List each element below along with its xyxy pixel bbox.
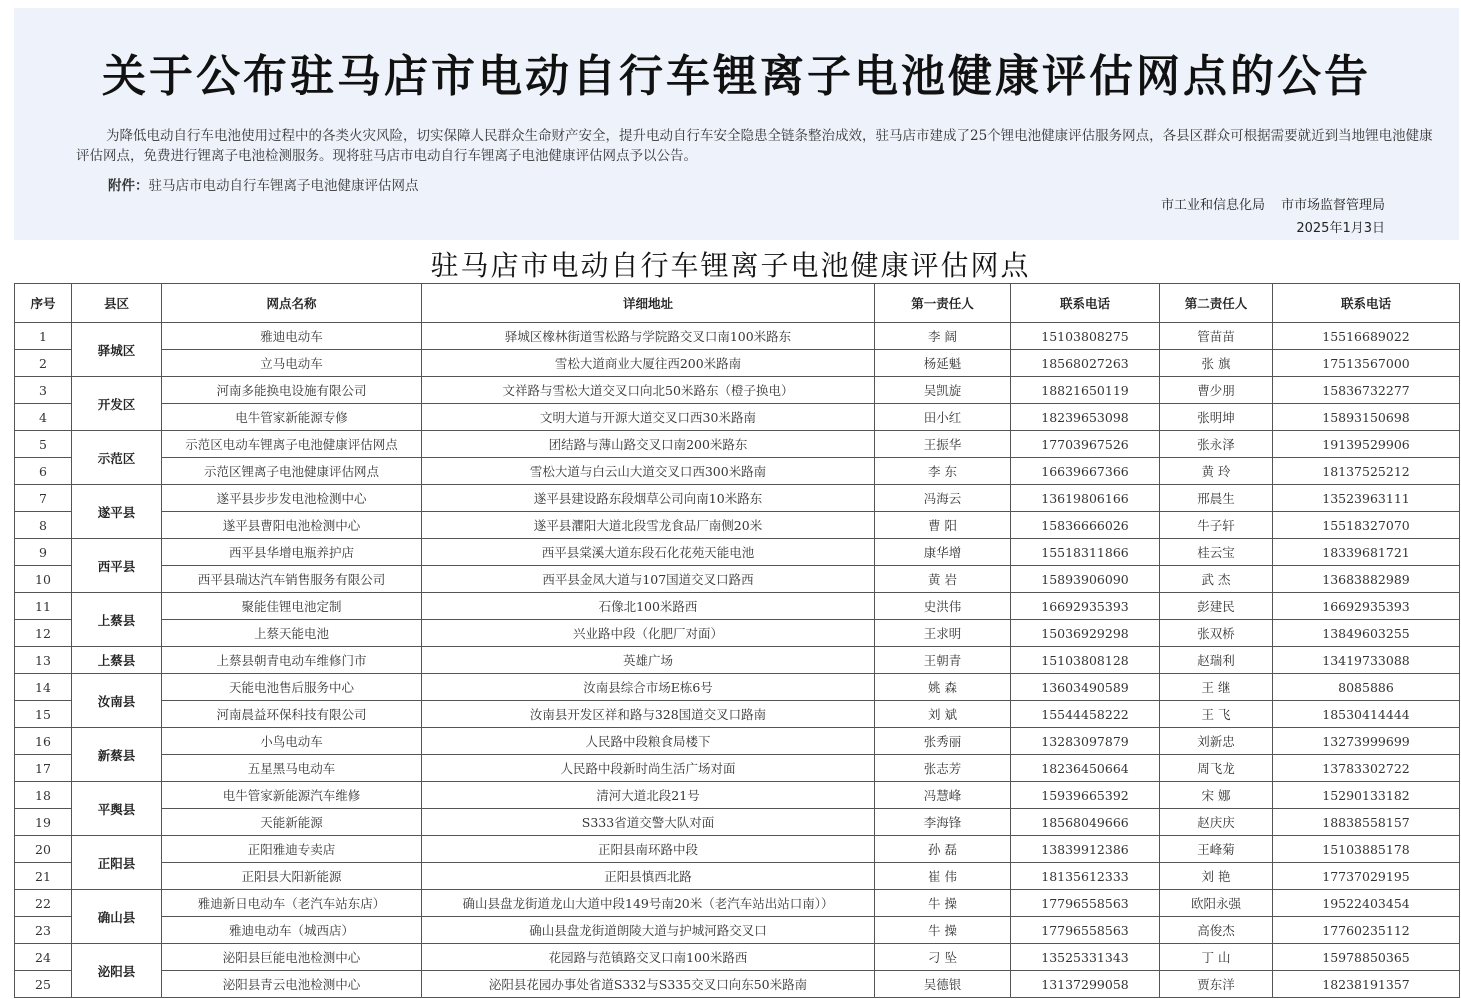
cell-phone2: 19139529906: [1273, 431, 1460, 458]
cell-address: 汝南县综合市场E栋6号: [422, 674, 875, 701]
cell-phone2: 13683882989: [1273, 566, 1460, 593]
cell-address: 正阳县南环路中段: [422, 836, 875, 863]
cell-phone1: 13137299058: [1011, 971, 1160, 998]
cell-person1: 刁 坠: [875, 944, 1011, 971]
cell-address: 汝南县开发区祥和路与328国道交叉口路南: [422, 701, 875, 728]
cell-address: 确山县盘龙街道龙山大道中段149号南20米（老汽车站出站口南））: [422, 890, 875, 917]
cell-person1: 王朝青: [875, 647, 1011, 674]
cell-phone1: 17796558563: [1011, 890, 1160, 917]
table-row: [15, 539, 1460, 566]
cell-phone2: 18530414444: [1273, 701, 1460, 728]
cell-phone2: 19522403454: [1273, 890, 1460, 917]
table-body: [15, 323, 1460, 998]
table-title: 驻马店市电动自行车锂离子电池健康评估网点: [430, 249, 1031, 282]
table-row: [15, 971, 1460, 998]
cell-name: 上蔡天能电池: [162, 620, 422, 647]
cell-county: 上蔡县: [72, 647, 162, 674]
cell-phone2: 16692935393: [1273, 593, 1460, 620]
cell-county: 汝南县: [72, 674, 162, 728]
cell-person1: 李海锋: [875, 809, 1011, 836]
cell-no: 5: [15, 431, 72, 458]
cell-person2: 王 飞: [1160, 701, 1273, 728]
signer-date: 2025年1月3日: [1296, 221, 1385, 236]
cell-person2: 刘新忠: [1160, 728, 1273, 755]
cell-person1: 姚 森: [875, 674, 1011, 701]
cell-county: 遂平县: [72, 485, 162, 539]
signers-block: [1145, 194, 1385, 236]
cell-phone1: 15036929298: [1011, 620, 1160, 647]
cell-no: 22: [15, 890, 72, 917]
cell-phone2: 15978850365: [1273, 944, 1460, 971]
intro-paragraph: 为降低电动自行车电池使用过程中的各类火灾风险，切实保障人民群众生命财产安全，提升电动自行车安全隐患全链条整治成效，驻马店市建成了25个锂电池健康评估服务网点，各县区群众可根据需要就近到当地锂电池健康评估网点，免费进行锂离子电池检测服务。现将驻马店市电动自行车锂离子电池健康评估网点予以公告。: [76, 128, 1433, 164]
cell-person2: 曹少朋: [1160, 377, 1273, 404]
cell-no: 12: [15, 620, 72, 647]
header-person2: 第二责任人: [1160, 284, 1273, 323]
cell-person2: 欧阳永强: [1160, 890, 1273, 917]
cell-address: 泌阳县花园办事处省道S332与S335交叉口向东50米路南: [422, 971, 875, 998]
cell-name: 泌阳县青云电池检测中心: [162, 971, 422, 998]
cell-person2: 丁 山: [1160, 944, 1273, 971]
table-row: [15, 836, 1460, 863]
cell-person2: 张永泽: [1160, 431, 1273, 458]
cell-county: 泌阳县: [72, 944, 162, 998]
cell-no: 16: [15, 728, 72, 755]
cell-person2: 刘 艳: [1160, 863, 1273, 890]
cell-phone1: 18236450664: [1011, 755, 1160, 782]
cell-phone1: 13283097879: [1011, 728, 1160, 755]
cell-county: 确山县: [72, 890, 162, 944]
cell-county: 开发区: [72, 377, 162, 431]
cell-name: 示范区电动车锂离子电池健康评估网点: [162, 431, 422, 458]
cell-name: 聚能佳锂电池定制: [162, 593, 422, 620]
cell-person2: 周飞龙: [1160, 755, 1273, 782]
cell-person2: 贾东洋: [1160, 971, 1273, 998]
cell-address: S333省道交警大队对面: [422, 809, 875, 836]
cell-phone1: 16639667366: [1011, 458, 1160, 485]
header-phone1: 联系电话: [1011, 284, 1160, 323]
cell-name: 电牛管家新能源专修: [162, 404, 422, 431]
cell-no: 20: [15, 836, 72, 863]
cell-phone2: 17760235112: [1273, 917, 1460, 944]
table-header-row: [15, 284, 1460, 323]
cell-person2: 黄 玲: [1160, 458, 1273, 485]
cell-address: 雪松大道与白云山大道交叉口西300米路南: [422, 458, 875, 485]
cell-person2: 张双桥: [1160, 620, 1273, 647]
signer-org-market: 市市场监督管理局: [1280, 198, 1385, 213]
cell-name: 小鸟电动车: [162, 728, 422, 755]
cell-name: 天能新能源: [162, 809, 422, 836]
cell-phone2: 18238191357: [1273, 971, 1460, 998]
cell-person1: 冯慧峰: [875, 782, 1011, 809]
cell-person2: 管苗苗: [1160, 323, 1273, 350]
cell-name: 正阳雅迪专卖店: [162, 836, 422, 863]
cell-county: 平舆县: [72, 782, 162, 836]
cell-no: 19: [15, 809, 72, 836]
cell-person1: 李 东: [875, 458, 1011, 485]
cell-no: 18: [15, 782, 72, 809]
cell-phone2: 18339681721: [1273, 539, 1460, 566]
cell-address: 文明大道与开源大道交叉口西30米路南: [422, 404, 875, 431]
cell-phone2: 15290133182: [1273, 782, 1460, 809]
cell-phone2: 15893150698: [1273, 404, 1460, 431]
cell-no: 7: [15, 485, 72, 512]
cell-no: 15: [15, 701, 72, 728]
cell-no: 2: [15, 350, 72, 377]
cell-name: 遂平县曹阳电池检测中心: [162, 512, 422, 539]
table-row: [15, 485, 1460, 512]
table-row: [15, 647, 1460, 674]
cell-phone1: 15103808128: [1011, 647, 1160, 674]
cell-county: 新蔡县: [72, 728, 162, 782]
cell-person1: 曹 阳: [875, 512, 1011, 539]
table-row: [15, 782, 1460, 809]
cell-address: 确山县盘龙街道朗陵大道与护城河路交叉口: [422, 917, 875, 944]
table-row: [15, 593, 1460, 620]
cell-person2: 桂云宝: [1160, 539, 1273, 566]
cell-county: 正阳县: [72, 836, 162, 890]
cell-phone2: 13273999699: [1273, 728, 1460, 755]
cell-phone1: 18568049666: [1011, 809, 1160, 836]
cell-address: 遂平县灈阳大道北段雪龙食品厂南侧20米: [422, 512, 875, 539]
cell-phone1: 15544458222: [1011, 701, 1160, 728]
header-name: 网点名称: [162, 284, 422, 323]
outlets-table: [14, 283, 1460, 998]
cell-phone1: 13619806166: [1011, 485, 1160, 512]
cell-address: 人民路中段新时尚生活广场对面: [422, 755, 875, 782]
signer-orgs: [1145, 194, 1385, 213]
cell-person1: 王振华: [875, 431, 1011, 458]
cell-person1: 史洪伟: [875, 593, 1011, 620]
cell-no: 13: [15, 647, 72, 674]
cell-name: 雅迪电动车（城西店）: [162, 917, 422, 944]
cell-person2: 赵庆庆: [1160, 809, 1273, 836]
cell-name: 立马电动车: [162, 350, 422, 377]
table-row: [15, 890, 1460, 917]
cell-phone1: 15893906090: [1011, 566, 1160, 593]
cell-no: 4: [15, 404, 72, 431]
cell-phone1: 15103808275: [1011, 323, 1160, 350]
cell-phone1: 13525331343: [1011, 944, 1160, 971]
cell-address: 正阳县慎西北路: [422, 863, 875, 890]
cell-address: 驿城区橡林街道雪松路与学院路交叉口南100米路东: [422, 323, 875, 350]
cell-person1: 王求明: [875, 620, 1011, 647]
cell-no: 17: [15, 755, 72, 782]
signer-org-industry: 市工业和信息化局: [1160, 198, 1265, 213]
cell-phone1: 13839912386: [1011, 836, 1160, 863]
cell-phone2: 13523963111: [1273, 485, 1460, 512]
cell-no: 23: [15, 917, 72, 944]
cell-phone1: 18821650119: [1011, 377, 1160, 404]
cell-address: 遂平县建设路东段烟草公司向南10米路东: [422, 485, 875, 512]
header-no: 序号: [15, 284, 72, 323]
cell-person1: 李 阔: [875, 323, 1011, 350]
cell-phone2: 15516689022: [1273, 323, 1460, 350]
cell-phone2: 13419733088: [1273, 647, 1460, 674]
table-row: [15, 620, 1460, 647]
cell-name: 正阳县大阳新能源: [162, 863, 422, 890]
cell-name: 雅迪电动车: [162, 323, 422, 350]
cell-address: 花园路与范镇路交叉口南100米路西: [422, 944, 875, 971]
cell-phone2: 13849603255: [1273, 620, 1460, 647]
cell-name: 示范区锂离子电池健康评估网点: [162, 458, 422, 485]
attachment-label: 附件：: [108, 178, 149, 194]
attachment-line: [108, 174, 419, 194]
notice-banner: [14, 8, 1459, 240]
table-row: [15, 377, 1460, 404]
cell-phone1: 16692935393: [1011, 593, 1160, 620]
cell-phone2: 13783302722: [1273, 755, 1460, 782]
cell-no: 24: [15, 944, 72, 971]
cell-person2: 武 杰: [1160, 566, 1273, 593]
cell-no: 11: [15, 593, 72, 620]
cell-person1: 康华增: [875, 539, 1011, 566]
cell-no: 3: [15, 377, 72, 404]
cell-name: 西平县瑞达汽车销售服务有限公司: [162, 566, 422, 593]
cell-name: 雅迪新日电动车（老汽车站东店）: [162, 890, 422, 917]
cell-phone2: 15103885178: [1273, 836, 1460, 863]
cell-phone2: 18838558157: [1273, 809, 1460, 836]
cell-no: 21: [15, 863, 72, 890]
cell-phone1: 15939665392: [1011, 782, 1160, 809]
table-row: [15, 458, 1460, 485]
cell-no: 9: [15, 539, 72, 566]
cell-person1: 吴德银: [875, 971, 1011, 998]
cell-person1: 刘 斌: [875, 701, 1011, 728]
table-row: [15, 944, 1460, 971]
cell-phone1: 15836666026: [1011, 512, 1160, 539]
cell-name: 五星黑马电动车: [162, 755, 422, 782]
cell-person1: 牛 操: [875, 917, 1011, 944]
cell-no: 25: [15, 971, 72, 998]
cell-person1: 孙 磊: [875, 836, 1011, 863]
table-row: [15, 728, 1460, 755]
cell-person1: 牛 操: [875, 890, 1011, 917]
cell-no: 10: [15, 566, 72, 593]
cell-person2: 宋 娜: [1160, 782, 1273, 809]
attachment-text: 驻马店市电动自行车锂离子电池健康评估网点: [148, 178, 419, 194]
header-county: 县区: [72, 284, 162, 323]
cell-phone2: 17513567000: [1273, 350, 1460, 377]
cell-phone2: 17737029195: [1273, 863, 1460, 890]
cell-person2: 张明坤: [1160, 404, 1273, 431]
cell-name: 天能电池售后服务中心: [162, 674, 422, 701]
cell-person2: 彭建民: [1160, 593, 1273, 620]
cell-address: 人民路中段粮食局楼下: [422, 728, 875, 755]
cell-phone1: 13603490589: [1011, 674, 1160, 701]
cell-county: 驿城区: [72, 323, 162, 377]
cell-phone1: 17796558563: [1011, 917, 1160, 944]
page-title: 关于公布驻马店市电动自行车锂离子电池健康评估网点的公告: [102, 51, 1371, 102]
cell-no: 14: [15, 674, 72, 701]
cell-person2: 王 继: [1160, 674, 1273, 701]
table-row: [15, 350, 1460, 377]
cell-address: 兴业路中段（化肥厂对面）: [422, 620, 875, 647]
cell-person1: 张秀丽: [875, 728, 1011, 755]
cell-phone2: 8085886: [1273, 674, 1460, 701]
cell-name: 河南晨益环保科技有限公司: [162, 701, 422, 728]
cell-county: 西平县: [72, 539, 162, 593]
cell-person2: 牛子轩: [1160, 512, 1273, 539]
cell-person1: 田小红: [875, 404, 1011, 431]
table-row: [15, 701, 1460, 728]
cell-phone2: 15518327070: [1273, 512, 1460, 539]
cell-address: 雪松大道商业大厦往西200米路南: [422, 350, 875, 377]
cell-address: 文祥路与雪松大道交叉口向北50米路东（橙子换电）: [422, 377, 875, 404]
cell-no: 6: [15, 458, 72, 485]
table-row: [15, 566, 1460, 593]
table-row: [15, 917, 1460, 944]
cell-no: 8: [15, 512, 72, 539]
cell-name: 上蔡县朝青电动车维修门市: [162, 647, 422, 674]
cell-person1: 杨延魁: [875, 350, 1011, 377]
cell-person2: 高俊杰: [1160, 917, 1273, 944]
cell-address: 清河大道北段21号: [422, 782, 875, 809]
cell-person2: 赵瑞利: [1160, 647, 1273, 674]
cell-person1: 冯海云: [875, 485, 1011, 512]
header-person1: 第一责任人: [875, 284, 1011, 323]
cell-address: 西平县金凤大道与107国道交叉口路西: [422, 566, 875, 593]
cell-no: 1: [15, 323, 72, 350]
cell-person2: 王峰菊: [1160, 836, 1273, 863]
cell-phone2: 15836732277: [1273, 377, 1460, 404]
cell-address: 英雄广场: [422, 647, 875, 674]
cell-county: 示范区: [72, 431, 162, 485]
cell-phone1: 18239653098: [1011, 404, 1160, 431]
cell-name: 泌阳县巨能电池检测中心: [162, 944, 422, 971]
cell-county: 上蔡县: [72, 593, 162, 647]
table-row: [15, 755, 1460, 782]
cell-person1: 张志芳: [875, 755, 1011, 782]
cell-name: 遂平县步步发电池检测中心: [162, 485, 422, 512]
cell-person1: 吴凯旋: [875, 377, 1011, 404]
cell-person2: 张 旗: [1160, 350, 1273, 377]
header-phone2: 联系电话: [1273, 284, 1460, 323]
table-row: [15, 512, 1460, 539]
cell-phone1: 18135612333: [1011, 863, 1160, 890]
cell-address: 团结路与薄山路交叉口南200米路东: [422, 431, 875, 458]
cell-person1: 黄 岩: [875, 566, 1011, 593]
cell-person1: 崔 伟: [875, 863, 1011, 890]
cell-phone2: 18137525212: [1273, 458, 1460, 485]
cell-phone1: 18568027263: [1011, 350, 1160, 377]
table-row: [15, 809, 1460, 836]
cell-person2: 邢晨生: [1160, 485, 1273, 512]
cell-name: 电牛管家新能源汽车维修: [162, 782, 422, 809]
cell-address: 石像北100米路西: [422, 593, 875, 620]
cell-phone1: 15518311866: [1011, 539, 1160, 566]
cell-phone1: 17703967526: [1011, 431, 1160, 458]
table-row: [15, 674, 1460, 701]
table-row: [15, 431, 1460, 458]
cell-name: 西平县华增电瓶养护店: [162, 539, 422, 566]
cell-address: 西平县棠溪大道东段石化花苑天能电池: [422, 539, 875, 566]
cell-name: 河南多能换电设施有限公司: [162, 377, 422, 404]
header-address: 详细地址: [422, 284, 875, 323]
table-row: [15, 404, 1460, 431]
table-row: [15, 863, 1460, 890]
table-row: [15, 323, 1460, 350]
